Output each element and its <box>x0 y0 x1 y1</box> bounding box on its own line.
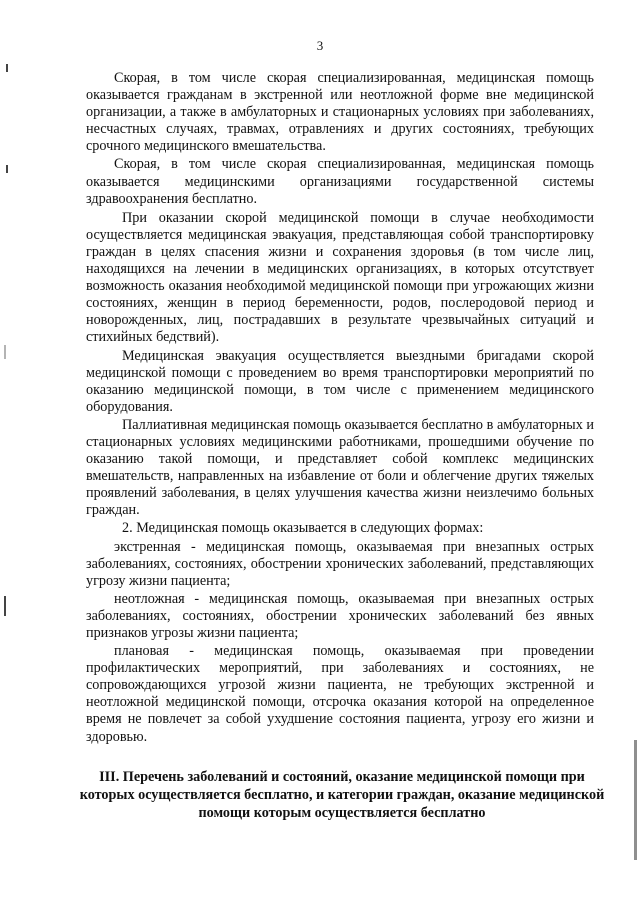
paragraph-emergency-care-definition: Скорая, в том числе скорая специализированная, медицинская помощь оказывается гражданам в экстренной или неотложной форме вне медицинской организации, а также в амбулаторных и стационарных условиях при заболеваниях, несчастных случаях, травмах, отравлениях и других состояниях, требующих срочного медицинского вмешательства. <box>86 70 594 155</box>
paragraph-evacuation-teams: Медицинская эвакуация осуществляется выездными бригадами скорой медицинской помощи с проведением во время транспортировки мероприятий по оказанию медицинской помощи, в том числе с применением медицинского оборудования. <box>86 347 594 415</box>
section-heading: III. Перечень заболеваний и состояний, оказание медицинской помощи при которых осуществляется бесплатно, и категории граждан, оказание медицинской помощи которым осуществляется бесплатно <box>79 769 605 821</box>
paragraph-medical-evacuation: При оказании скорой медицинской помощи в случае необходимости осуществляется медицинская эвакуация, представляющая собой транспортировку граждан в целях спасения жизни и сохранения здоровья (в том числе лиц, находящихся на лечении в медицинских организациях, в которых отсутствует возможность оказания необходимой медицинской помощи при угрожающих жизни состояниях, женщин в период беременности, родов, послеродовой период и новорожденных, лиц, пострадавших в результате чрезвычайных ситуаций и стихийных бедствий). <box>86 209 594 346</box>
scan-mark-left-top <box>6 64 8 72</box>
scan-mark-left-mid <box>6 165 8 173</box>
paragraph-care-forms-intro: 2. Медицинская помощь оказывается в следующих формах: <box>122 520 484 537</box>
scan-mark-right-edge <box>634 740 637 860</box>
document-body <box>86 70 594 747</box>
scan-mark-left-bottom <box>4 596 6 616</box>
paragraph-palliative-care: Паллиативная медицинская помощь оказывается бесплатно в амбулаторных и стационарных условиях медицинскими работниками, прошедшими обучение по оказанию такой помощи, и представляет собой комплекс медицинских вмешательств, направленных на избавление от боли и облегчение других тяжелых проявлений заболевания, в целях улучшения качества жизни неизлечимо больных граждан. <box>86 416 594 519</box>
page-number: 3 <box>316 38 324 53</box>
paragraph-form-urgent: неотложная - медицинская помощь, оказываемая при внезапных острых заболеваниях, состояниях, обострении хронических заболеваний без явных признаков угрозы жизни пациента; <box>86 590 594 641</box>
paragraph-emergency-care-free: Скорая, в том числе скорая специализированная, медицинская помощь оказывается медицинскими организациями государственной системы здравоохранения бесплатно. <box>86 156 594 207</box>
scan-mark-left-lower <box>4 345 6 359</box>
paragraph-form-emergency: экстренная - медицинская помощь, оказываемая при внезапных острых заболеваниях, состояниях, обострении хронических заболеваний, представляющих угрозу жизни пациента; <box>86 538 594 589</box>
paragraph-form-planned: плановая - медицинская помощь, оказываемая при проведении профилактических мероприятий, при заболеваниях и состояниях, не сопровождающихся угрозой жизни пациента, не требующих экстренной и неотложной медицинской помощи, отсрочка оказания которой на определенное время не повлечет за собой ухудшение состояния пациента, угрозу его жизни и здоровью. <box>86 643 594 745</box>
